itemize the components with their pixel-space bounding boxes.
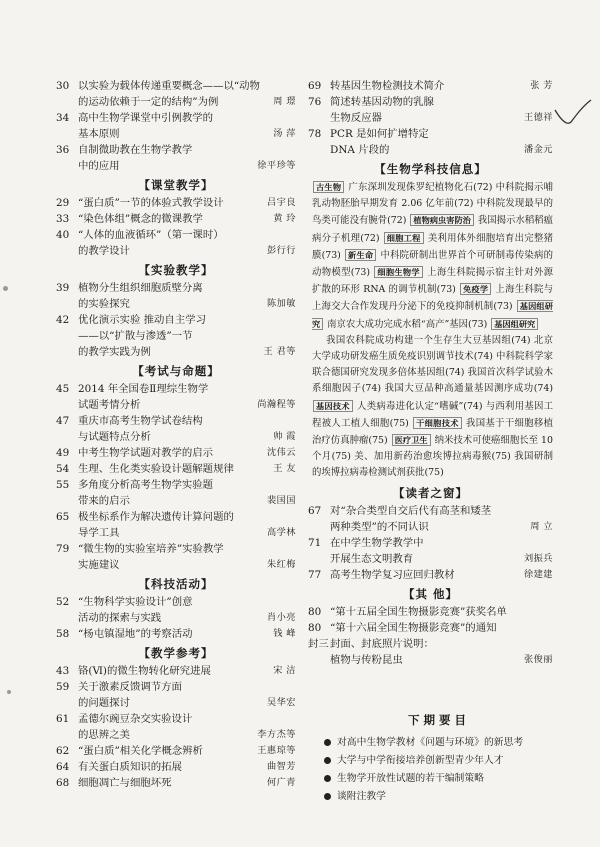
page-number: 71 <box>308 536 322 549</box>
author-name: 黄 玲 <box>273 213 296 224</box>
toc-entry <box>56 211 296 227</box>
page-number: 34 <box>56 112 70 124</box>
author-name: 裴国国 <box>266 495 296 506</box>
news-category-tag: 基因组研究 <box>491 318 538 330</box>
author-name: 沈伟云 <box>266 447 296 458</box>
article-title-line: 的教学实践为例 <box>78 346 151 358</box>
scan-speck <box>3 286 8 291</box>
author-name: 帅 霞 <box>273 431 296 442</box>
news-paragraph <box>312 333 553 482</box>
toc-entry <box>308 78 553 94</box>
toc-entry <box>56 461 296 477</box>
page-number: 52 <box>56 596 70 608</box>
bullet-icon <box>324 793 331 800</box>
news-text: 我国农科院成功构建一个生存生大豆基因组(74) 北京大学成功研发癌生质免疫识别调节技术(74) 中科院科学家联合德国研究发现多倍体基因组(74) 我国首次科学试验木系细胞因子(74) 我国大豆品种高通量基因测序成功(74) <box>312 334 553 395</box>
author-name: 刘振兵 <box>523 552 553 564</box>
article-title-line: 重庆市高考生物学试卷结构 <box>78 415 203 427</box>
news-category-tag: 古生物 <box>313 181 344 193</box>
article-title-line: 生物反应器 <box>330 112 382 124</box>
section-heading: 【读者之窗】 <box>393 485 468 500</box>
toc-entry <box>308 535 553 567</box>
news-category-tag: 植物病虫害防治 <box>410 214 473 226</box>
author-name: 何广青 <box>266 777 296 788</box>
next-issue-item-text: 谈附注教学 <box>337 791 386 802</box>
article-title-line: 多角度分析高考生物学实验题 <box>78 479 214 491</box>
article-title-line: 极坐标系作为解决遗传计算问题的 <box>78 511 234 523</box>
toc-entry <box>308 636 553 652</box>
toc-right-column <box>308 78 553 668</box>
next-issue-item-text: 生物学开放性试题的若干编制策略 <box>337 773 484 784</box>
page-number: 61 <box>56 713 70 725</box>
page-number: 80 <box>308 605 322 618</box>
author-name: 曲智芳 <box>266 761 296 772</box>
article-title-line: 转基因生物检测技术简介 <box>330 80 445 92</box>
author-name: 王 君等 <box>263 346 296 357</box>
next-issue-item <box>324 770 554 788</box>
toc-entry <box>56 110 296 142</box>
author-name: 朱红梅 <box>266 559 296 570</box>
page-number: 29 <box>56 197 70 209</box>
article-title-line: 中考生物学试题对教学的启示 <box>78 447 214 459</box>
toc-entry <box>56 594 296 626</box>
article-title-line: 对“杂合类型自交后代有高茎和矮茎 <box>330 504 492 517</box>
article-title-line: 植物分生组织细胞质壁分离 <box>78 282 203 294</box>
article-title-line: 的运动依赖于一定的结构”为例 <box>78 96 219 108</box>
article-title-line: 自制微助教在生物学教学 <box>78 144 193 156</box>
toc-entry <box>56 142 296 174</box>
news-category-tag: 医疗卫生 <box>392 434 431 446</box>
page-number: 43 <box>56 665 70 677</box>
author-name: 吕宇良 <box>266 197 296 208</box>
page-number: 78 <box>308 128 322 140</box>
page-number: 76 <box>308 96 322 108</box>
article-title-line: 带来的启示 <box>78 495 130 507</box>
news-text: 上海生科院与上海交大合作发现丹分泌下 <box>312 284 553 313</box>
article-title-line: 生理、生化类实验设计题解题规律 <box>78 463 234 475</box>
author-name: 王德祥 <box>523 112 553 123</box>
toc-entry <box>56 679 296 711</box>
page-number: 42 <box>56 314 70 326</box>
article-title-line: 以实验为载体传递重要概念——以“动物 <box>78 80 260 92</box>
author-name: 宋 洁 <box>273 665 296 676</box>
page-number: 69 <box>308 80 322 92</box>
article-title-line: 导学工具 <box>78 527 120 539</box>
article-title-line: 开展生态文明教育 <box>330 552 414 565</box>
article-title-line: 的实验探究 <box>78 298 130 310</box>
toc-entry <box>308 126 553 158</box>
bullet-icon <box>324 739 331 746</box>
section-heading: 【其 他】 <box>402 586 458 601</box>
author-name: 潘金元 <box>523 144 553 155</box>
toc-entry <box>56 227 296 259</box>
author-name: 汤 萍 <box>273 128 296 139</box>
page-number: 40 <box>56 229 70 241</box>
scan-speck <box>7 690 11 694</box>
article-title-line: 的思辨之美 <box>78 729 130 741</box>
page-number: 45 <box>56 383 70 395</box>
science-news-block <box>312 179 553 482</box>
news-category-tag: 细胞工程 <box>384 232 424 244</box>
toc-entry <box>56 381 296 413</box>
page-number: 36 <box>56 144 70 156</box>
page-number: 59 <box>56 681 70 693</box>
author-name: 钱 峰 <box>273 628 296 639</box>
section-heading: 【生物学科技信息】 <box>374 162 487 176</box>
article-title-line: “蛋白质”相关化学概念辨析 <box>78 745 203 757</box>
article-title-line: 简述转基因动物的乳腺 <box>330 96 434 108</box>
article-title-line: 优化演示实验 推动自主学习 <box>78 314 206 326</box>
toc-entry <box>308 503 553 535</box>
article-title-line: 的教学设计 <box>78 245 130 257</box>
author-name: 高学林 <box>266 527 296 538</box>
page-number: 39 <box>56 282 70 294</box>
author-name: 陈加敏 <box>266 298 296 309</box>
author-name: 吴华宏 <box>266 697 296 708</box>
author-name: 尚瀚程等 <box>257 399 296 410</box>
author-name: 周 立 <box>530 520 553 532</box>
article-title-line: 植物与传粉昆虫 <box>330 653 403 666</box>
next-issue-item <box>324 788 554 806</box>
section-heading: 【实验教学】 <box>138 263 214 277</box>
page-number: 64 <box>56 761 70 773</box>
article-title-line: 活动的探索与实践 <box>78 612 162 624</box>
news-category-tag: 基因组研究 <box>312 301 553 329</box>
toc-entry <box>56 626 296 642</box>
page-number: 30 <box>56 80 70 92</box>
article-title-line: “人体的血液循环”（第一课时） <box>78 229 224 241</box>
news-text: 上海生科院揭示宿主针对外源扩散的环形 RNA 的调节机制(73) <box>312 267 553 296</box>
toc-entry <box>308 620 553 636</box>
author-name: 张俊丽 <box>523 653 553 665</box>
news-category-tag: 免疫学 <box>460 283 491 295</box>
news-category-tag: 新生命 <box>345 249 376 261</box>
news-text: 广东深圳发现侏罗纪植物化石(72) 中科院揭示哺乳动物胚胎早期发育 2.06 亿年前(72) 中科院发现最早的鸟类可能没有腕骨(72) <box>312 182 553 227</box>
section-heading: 【考试与命题】 <box>132 364 220 378</box>
toc-entry <box>56 413 296 445</box>
article-title-line: ——以“扩散与渗透”一节 <box>78 330 193 342</box>
toc-entry <box>308 567 553 583</box>
article-title-line: 细胞凋亡与细胞坏死 <box>78 777 172 789</box>
article-title-line: 关于激素反馈调节方面 <box>78 681 182 693</box>
article-title-line: “微生物的实验室培养”实验教学 <box>78 543 224 555</box>
author-name: 周 璟 <box>273 96 296 107</box>
article-title-line: 与试题特点分析 <box>78 431 151 443</box>
article-title-line: 高中生物学课堂中引例教学的 <box>78 112 214 124</box>
page-number: 62 <box>56 745 70 757</box>
toc-entry <box>308 652 553 668</box>
article-title-line: “杨屯镇湿地”的考察活动 <box>78 628 193 640</box>
page-number: 55 <box>56 479 70 491</box>
news-text: 中科院研制出世界首个可研制毒传染病的动物模型(73) <box>312 249 553 279</box>
page-number: 58 <box>56 628 70 640</box>
news-text: 美利用体外细胞培育出完整猪膜(73) <box>312 232 553 261</box>
article-title-line: “生物科学实验设计”创意 <box>78 596 193 608</box>
next-issue-item <box>324 752 554 770</box>
page-number: 77 <box>308 568 322 581</box>
toc-entry <box>56 445 296 461</box>
news-text: 人类病毒进化认定“嗜碱”(74) 与西利用基因工程被人工植人细胞(75) <box>312 400 553 429</box>
article-title-line: “蛋白质”一节的体验式教学设计 <box>78 197 224 209</box>
page-number: 79 <box>56 543 70 555</box>
toc-entry <box>56 78 296 110</box>
toc-entry <box>308 94 553 126</box>
next-issue-title: 下期要目 <box>408 713 470 727</box>
section-heading: 【教学参考】 <box>138 646 214 660</box>
article-title-line: 高考生物学复习应回归教材 <box>330 568 455 581</box>
page-number: 54 <box>56 463 70 475</box>
page-number: 67 <box>308 504 322 517</box>
page-number: 封三 <box>308 637 329 650</box>
toc-entry <box>56 541 296 573</box>
news-category-tag: 细胞生物学 <box>374 266 423 278</box>
toc-entry <box>308 604 553 620</box>
toc-entry <box>56 312 296 360</box>
article-title-line: 实施建议 <box>78 559 120 571</box>
article-title-line: 封面、封底照片说明： <box>330 637 434 650</box>
article-title-line: 两种类型”的不同认识 <box>330 520 429 533</box>
page-number: 47 <box>56 415 70 427</box>
author-name: 张 芳 <box>530 80 553 91</box>
next-issue-item-text: 对高中生物学教材《问题与环境》的新思考 <box>337 737 524 748</box>
article-title-line: “第十六届全国生物摄影竞赛”的通知 <box>330 621 497 634</box>
article-title-line: PCR 是如何扩增特定 <box>330 128 429 140</box>
article-title-line: 试题考情分析 <box>78 399 141 411</box>
news-paragraph <box>312 179 553 333</box>
toc-entry <box>56 775 296 791</box>
section-heading: 【科技活动】 <box>138 577 214 591</box>
author-name: 徐平珍等 <box>257 160 296 171</box>
news-text: 纳米技术可使癌细胞长至 10 个月(75) 美、加用新药治愈埃博拉病毒猴(75) 我国研制的埃博拉病毒检测试剂获批(75) <box>312 435 553 479</box>
news-category-tag: 干细胞技术 <box>413 417 462 429</box>
page-number: 33 <box>56 213 70 225</box>
next-issue-box <box>324 712 554 806</box>
article-title-line: 在中学生物学教学中 <box>330 536 424 549</box>
toc-entry <box>56 477 296 509</box>
next-issue-item <box>324 734 554 752</box>
toc-left-column <box>56 78 296 791</box>
handwritten-check-mark-icon <box>553 98 593 128</box>
toc-entry <box>56 280 296 312</box>
article-title-line: DNA 片段的 <box>330 144 390 156</box>
author-name: 肖小亮 <box>266 612 296 623</box>
page-number: 68 <box>56 777 70 789</box>
article-title-line: 2014 年全国卷Ⅱ理综生物学 <box>78 383 209 395</box>
section-heading: 【课堂教学】 <box>138 178 214 192</box>
author-name: 徐建建 <box>523 568 553 580</box>
author-name: 彭行行 <box>266 245 296 256</box>
next-issue-list <box>324 734 554 806</box>
toc-entry <box>56 711 296 743</box>
toc-entry <box>56 195 296 211</box>
next-issue-item-text: 大学与中学衔接培养创新型青少年人才 <box>337 755 504 766</box>
article-title-line: 的问题探讨 <box>78 697 130 709</box>
article-title-line: 有关蛋白质知识的拓展 <box>78 761 182 773</box>
page-number: 49 <box>56 447 70 459</box>
toc-entry <box>56 663 296 679</box>
article-title-line: 孟德尔豌豆杂交实验设计 <box>78 713 193 725</box>
page-number: 80 <box>308 621 322 634</box>
bullet-icon <box>324 757 331 764</box>
news-category-tag: 基因技术 <box>313 400 353 412</box>
news-text: 我国揭示水稻稻瘟病分子机理(72) <box>312 215 553 244</box>
article-title-line: 基本原则 <box>78 128 120 140</box>
news-text: 南京农大成功完成水稻“高产”基因(73) <box>324 318 491 330</box>
news-text: 的免疫抑制机制(73) <box>426 301 516 313</box>
article-title-line: 铬(Ⅵ)的微生物转化研究进展 <box>78 665 211 677</box>
bullet-icon <box>324 775 331 782</box>
news-text: 我国基于干细胞移植治疗仿真肿瘤(75) <box>312 417 553 447</box>
page-number: 65 <box>56 511 70 523</box>
article-title-line: “染色体组”概念的微课教学 <box>78 213 203 225</box>
article-title-line: “第十五届全国生物摄影竞赛”获奖名单 <box>330 605 507 618</box>
toc-entry <box>56 509 296 541</box>
article-title-line: 中的应用 <box>78 160 120 172</box>
toc-entry <box>56 743 296 759</box>
author-name: 王惠琼等 <box>257 745 296 756</box>
author-name: 李方杰等 <box>257 729 296 740</box>
author-name: 王 友 <box>273 463 296 474</box>
toc-entry <box>56 759 296 775</box>
